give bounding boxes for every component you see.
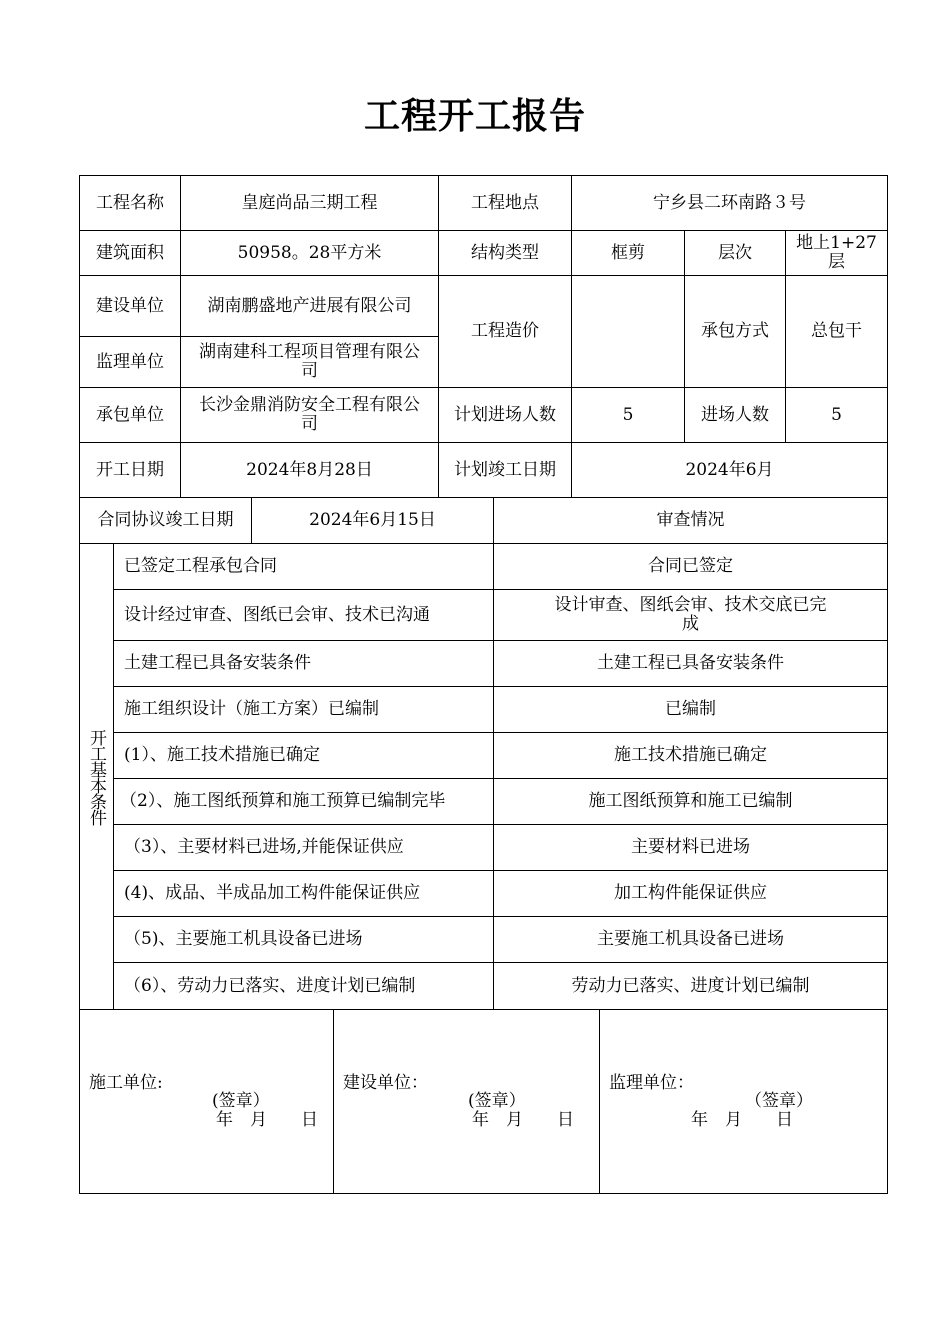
- planned-finish-label: 计划竣工日期: [454, 459, 556, 480]
- condition-review: 主要材料已进场: [631, 837, 750, 857]
- contract-finish: 2024年6月15日: [309, 510, 436, 530]
- contract-mode-label: 承包方式: [701, 321, 769, 341]
- condition-review: 设计审查、图纸会审、技术交底已完成: [554, 595, 827, 634]
- planned-finish: 2024年6月: [685, 459, 774, 480]
- condition-item: 设计经过审查、图纸已会审、技术已沟通: [124, 604, 430, 625]
- location-label: 工程地点: [471, 192, 539, 213]
- supervisor-seal: （签章）: [745, 1091, 813, 1111]
- structure: 框剪: [611, 242, 645, 263]
- planned-staff: 5: [622, 404, 634, 425]
- supervisor: 湖南建科工程项目管理有限公司: [199, 342, 420, 381]
- builder-label: 建设单位: [96, 295, 164, 316]
- condition-item: （6）、劳动力已落实、进度计划已编制: [124, 975, 416, 996]
- project-name-label: 工程名称: [96, 192, 164, 213]
- conditions-section-label: 开工基本条件: [86, 729, 106, 825]
- contractor: 长沙金鼎消防安全工程有限公司: [199, 395, 420, 434]
- condition-item: （2）、施工图纸预算和施工预算已编制完毕: [120, 791, 446, 811]
- condition-review: 加工构件能保证供应: [614, 883, 767, 903]
- col-divider: [599, 1009, 600, 1194]
- condition-item: 已签定工程承包合同: [124, 556, 277, 576]
- condition-item: (1）、施工技术措施已确定: [124, 745, 320, 765]
- contractor-date: 年 月 日: [216, 1110, 318, 1130]
- area: 50958。28平方米: [237, 242, 382, 263]
- condition-review: 合同已签定: [648, 556, 733, 576]
- contractor-seal: (签章）: [212, 1091, 270, 1111]
- builder: 湖南鹏盛地产进展有限公司: [207, 295, 412, 316]
- condition-review: 主要施工机具设备已进场: [597, 929, 784, 949]
- start-date: 2024年8月28日: [246, 459, 373, 480]
- condition-review: 土建工程已具备安装条件: [597, 653, 784, 673]
- location: 宁乡县二环南路３号: [653, 192, 806, 213]
- condition-item: （3）、主要材料已进场,并能保证供应: [124, 837, 404, 857]
- start-date-label: 开工日期: [96, 459, 164, 480]
- builder-seal: (签章）: [468, 1091, 526, 1111]
- structure-label: 结构类型: [471, 242, 539, 263]
- condition-review: 施工技术措施已确定: [614, 745, 767, 765]
- col-divider: [333, 1009, 334, 1194]
- contractor-label: 承包单位: [96, 404, 164, 425]
- condition-review: 劳动力已落实、进度计划已编制: [571, 975, 810, 996]
- review-label: 审查情况: [656, 510, 725, 530]
- condition-review: 已编制: [665, 699, 716, 719]
- condition-item: （5)、主要施工机具设备已进场: [124, 929, 363, 949]
- project-name: 皇庭尚品三期工程: [241, 192, 378, 213]
- condition-item: (4)、成品、半成品加工构件能保证供应: [124, 883, 421, 903]
- builder-date: 年 月 日: [472, 1110, 574, 1130]
- planned-staff-label: 计划进场人数: [454, 404, 556, 425]
- area-label: 建筑面积: [96, 242, 164, 263]
- supervisor-signature-label: 监理单位：: [609, 1073, 694, 1093]
- contractor-signature-label: 施工单位:: [89, 1073, 163, 1093]
- floors: 地上1+27层: [796, 233, 877, 272]
- supervisor-label: 监理单位: [96, 351, 164, 372]
- floors-label: 层次: [718, 242, 752, 263]
- contract-finish-label: 合同协议竣工日期: [97, 510, 234, 530]
- builder-signature-label: 建设单位：: [343, 1073, 428, 1093]
- actual-staff: 5: [831, 404, 842, 425]
- cost-label: 工程造价: [471, 321, 539, 341]
- condition-item: 土建工程已具备安装条件: [124, 653, 311, 673]
- condition-item: 施工组织设计（施工方案）已编制: [124, 699, 379, 719]
- row-divider: [79, 1009, 888, 1010]
- condition-review: 施工图纸预算和施工已编制: [588, 791, 793, 811]
- contract-mode: 总包干: [811, 321, 862, 341]
- supervisor-date: 年 月 日: [691, 1110, 793, 1130]
- actual-staff-label: 进场人数: [701, 404, 769, 425]
- page-title: 工程开工报告: [363, 95, 586, 137]
- cost: [572, 276, 684, 387]
